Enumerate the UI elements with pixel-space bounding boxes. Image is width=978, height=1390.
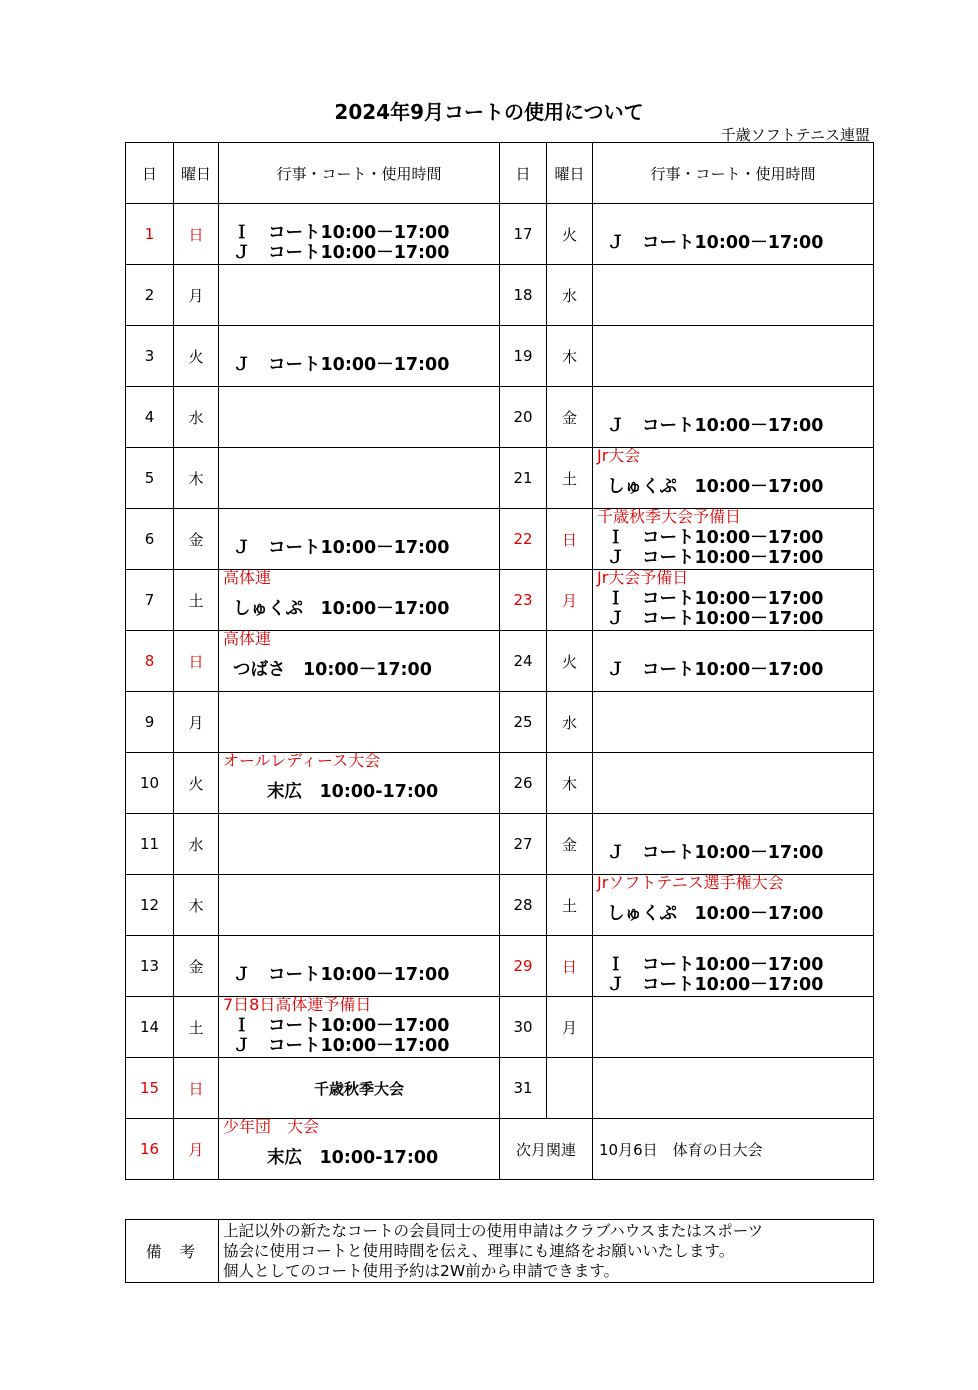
day-cell: 25 — [500, 692, 547, 753]
weekday-cell: 日 — [547, 509, 593, 570]
court-time: しゅくぷ 10:00－17:00 — [233, 599, 450, 619]
detail-cell — [593, 692, 874, 753]
court-lines — [219, 660, 499, 680]
table-row — [126, 1058, 874, 1119]
court-lines — [219, 223, 499, 263]
event-label: Jr大会 — [597, 446, 641, 465]
day-cell: 30 — [500, 997, 547, 1058]
detail-cell — [593, 875, 874, 936]
day-cell: 11 — [126, 814, 174, 875]
day-cell: 10 — [126, 753, 174, 814]
court-time: Ｊ コート10:00－17:00 — [607, 843, 824, 863]
weekday-cell: 日 — [174, 1058, 219, 1119]
court-lines — [593, 416, 873, 436]
header-weekday: 曜日 — [547, 143, 593, 204]
day-cell: 18 — [500, 265, 547, 326]
table-row — [126, 448, 874, 509]
table-row — [126, 387, 874, 448]
court-lines — [219, 538, 499, 558]
event-label: 高体連 — [223, 629, 272, 648]
weekday-cell: 金 — [174, 936, 219, 997]
weekday-cell: 水 — [174, 814, 219, 875]
detail-cell — [219, 570, 500, 631]
detail-cell — [219, 509, 500, 570]
day-cell: 19 — [500, 326, 547, 387]
weekday-cell — [547, 1058, 593, 1119]
table-row — [126, 509, 874, 570]
weekday-cell: 土 — [547, 875, 593, 936]
event-label: 少年団 大会 — [223, 1117, 320, 1136]
court-time: Ｊ コート10:00－17:00 — [233, 965, 450, 985]
court-time: Ｉ コート10:00－17:00 — [607, 955, 824, 975]
detail-cell — [593, 204, 874, 265]
next-month-text: 10月6日 体育の日大会 — [593, 1119, 874, 1180]
court-lines — [219, 599, 499, 619]
detail-cell — [593, 265, 874, 326]
weekday-cell: 月 — [547, 570, 593, 631]
day-cell: 16 — [126, 1119, 174, 1180]
day-cell: 12 — [126, 875, 174, 936]
table-row — [126, 997, 874, 1058]
table-row — [126, 692, 874, 753]
court-lines — [593, 528, 873, 568]
detail-cell — [593, 997, 874, 1058]
court-lines — [219, 965, 499, 985]
weekday-cell: 木 — [547, 326, 593, 387]
day-cell: 29 — [500, 936, 547, 997]
court-lines — [219, 1148, 499, 1168]
court-time: 末広 10:00-17:00 — [267, 782, 439, 802]
weekday-cell: 土 — [174, 997, 219, 1058]
organization-name: 千歳ソフトテニス連盟 — [720, 126, 870, 144]
day-cell: 17 — [500, 204, 547, 265]
day-cell: 4 — [126, 387, 174, 448]
court-time: Ｊ コート10:00－17:00 — [607, 609, 824, 629]
day-cell: 26 — [500, 753, 547, 814]
event-label: 7日8日高体連予備日 — [223, 995, 372, 1014]
court-time: Ｊ コート10:00－17:00 — [233, 355, 450, 375]
notes-line: 協会に使用コートと使用時間を伝え、理事にも連絡をお願いいたします。 — [223, 1242, 735, 1260]
court-time: Ｉ コート10:00－17:00 — [607, 589, 824, 609]
weekday-cell: 火 — [174, 753, 219, 814]
detail-cell — [593, 814, 874, 875]
detail-cell — [219, 631, 500, 692]
court-lines — [219, 782, 499, 802]
weekday-cell: 火 — [547, 204, 593, 265]
day-cell: 20 — [500, 387, 547, 448]
weekday-cell: 水 — [547, 692, 593, 753]
table-row — [126, 265, 874, 326]
court-lines — [219, 355, 499, 375]
weekday-cell: 月 — [547, 997, 593, 1058]
detail-cell — [219, 753, 500, 814]
detail-cell — [593, 326, 874, 387]
next-month-label: 次月関連 — [500, 1119, 593, 1180]
court-lines — [593, 955, 873, 995]
event-label: オールレディース大会 — [223, 751, 381, 770]
weekday-cell: 水 — [174, 387, 219, 448]
detail-cell — [593, 570, 874, 631]
court-lines — [593, 843, 873, 863]
day-cell: 3 — [126, 326, 174, 387]
day-cell: 2 — [126, 265, 174, 326]
day-cell: 23 — [500, 570, 547, 631]
weekday-cell: 火 — [547, 631, 593, 692]
court-time: しゅくぷ 10:00－17:00 — [607, 904, 824, 924]
detail-cell — [219, 692, 500, 753]
weekday-cell: 木 — [174, 448, 219, 509]
day-cell: 13 — [126, 936, 174, 997]
event-label: Jrソフトテニス選手権大会 — [597, 873, 784, 892]
header-detail: 行事・コート・使用時間 — [593, 143, 874, 204]
header-day: 日 — [126, 143, 174, 204]
day-cell: 27 — [500, 814, 547, 875]
weekday-cell: 土 — [547, 448, 593, 509]
day-cell: 28 — [500, 875, 547, 936]
court-lines — [593, 233, 873, 253]
court-time: Ｊ コート10:00－17:00 — [233, 243, 450, 263]
court-time: Ｊ コート10:00－17:00 — [607, 660, 824, 680]
court-lines — [593, 589, 873, 629]
table-row — [126, 936, 874, 997]
notes-table — [125, 1219, 874, 1283]
court-time: Ｊ コート10:00－17:00 — [233, 538, 450, 558]
detail-cell — [593, 387, 874, 448]
day-cell: 9 — [126, 692, 174, 753]
court-lines — [219, 1016, 499, 1056]
weekday-cell: 木 — [174, 875, 219, 936]
court-lines — [593, 477, 873, 497]
court-time: Ｊ コート10:00－17:00 — [607, 233, 824, 253]
detail-cell — [219, 448, 500, 509]
detail-cell — [219, 997, 500, 1058]
event-label: 高体連 — [223, 568, 272, 587]
table-row — [126, 814, 874, 875]
detail-cell — [219, 875, 500, 936]
notes-text — [219, 1220, 874, 1283]
header-row — [126, 143, 874, 204]
table-row — [126, 875, 874, 936]
page-title: 2024年9月コートの使用について — [334, 100, 644, 124]
court-time: Ｊ コート10:00－17:00 — [607, 416, 824, 436]
court-time: Ｉ コート10:00－17:00 — [607, 528, 824, 548]
detail-cell — [593, 448, 874, 509]
weekday-cell: 金 — [547, 387, 593, 448]
day-cell: 15 — [126, 1058, 174, 1119]
court-time: Ｊ コート10:00－17:00 — [607, 548, 824, 568]
table-row — [126, 570, 874, 631]
day-cell: 21 — [500, 448, 547, 509]
day-cell: 5 — [126, 448, 174, 509]
detail-cell — [219, 387, 500, 448]
detail-cell — [219, 326, 500, 387]
table-row — [126, 753, 874, 814]
weekday-cell: 水 — [547, 265, 593, 326]
detail-cell — [593, 753, 874, 814]
weekday-cell: 金 — [547, 814, 593, 875]
day-cell: 31 — [500, 1058, 547, 1119]
weekday-cell: 月 — [174, 692, 219, 753]
day-cell: 6 — [126, 509, 174, 570]
court-time: Ｉ コート10:00－17:00 — [233, 223, 450, 243]
detail-cell — [593, 1058, 874, 1119]
weekday-cell: 土 — [174, 570, 219, 631]
day-cell: 7 — [126, 570, 174, 631]
weekday-cell: 木 — [547, 753, 593, 814]
court-time: しゅくぷ 10:00－17:00 — [607, 477, 824, 497]
table-row — [126, 204, 874, 265]
detail-cell — [593, 631, 874, 692]
detail-cell — [593, 936, 874, 997]
weekday-cell: 日 — [174, 631, 219, 692]
detail-cell — [219, 814, 500, 875]
table-row — [126, 326, 874, 387]
notes-label: 備考 — [126, 1220, 219, 1283]
weekday-cell: 火 — [174, 326, 219, 387]
detail-cell — [219, 1119, 500, 1180]
header-detail: 行事・コート・使用時間 — [219, 143, 500, 204]
day-cell: 24 — [500, 631, 547, 692]
weekday-cell: 金 — [174, 509, 219, 570]
weekday-cell: 月 — [174, 1119, 219, 1180]
day-cell: 14 — [126, 997, 174, 1058]
day-cell: 22 — [500, 509, 547, 570]
event-label: Jr大会予備日 — [597, 568, 689, 587]
weekday-cell: 日 — [174, 204, 219, 265]
schedule-table — [125, 142, 874, 1180]
event-label: 千歳秋季大会予備日 — [597, 507, 742, 526]
table-row — [126, 1119, 874, 1180]
weekday-cell: 月 — [174, 265, 219, 326]
detail-cell: 千歳秋季大会 — [219, 1058, 500, 1119]
detail-cell — [219, 265, 500, 326]
detail-cell — [219, 204, 500, 265]
detail-cell — [593, 509, 874, 570]
notes-line: 上記以外の新たなコートの会員同士の使用申請はクラブハウスまたはスポーツ — [223, 1222, 764, 1240]
court-time: Ｊ コート10:00－17:00 — [607, 975, 824, 995]
court-lines — [593, 904, 873, 924]
day-cell: 1 — [126, 204, 174, 265]
weekday-cell: 日 — [547, 936, 593, 997]
court-time: Ｊ コート10:00－17:00 — [233, 1036, 450, 1056]
header-weekday: 曜日 — [174, 143, 219, 204]
header-day: 日 — [500, 143, 547, 204]
detail-cell — [219, 936, 500, 997]
court-lines — [593, 660, 873, 680]
day-cell: 8 — [126, 631, 174, 692]
table-row — [126, 631, 874, 692]
court-time: 末広 10:00-17:00 — [267, 1148, 439, 1168]
court-time: Ｉ コート10:00－17:00 — [233, 1016, 450, 1036]
notes-line: 個人としてのコート使用予約は2W前から申請できます。 — [223, 1262, 619, 1280]
court-time: つばさ 10:00－17:00 — [233, 660, 432, 680]
